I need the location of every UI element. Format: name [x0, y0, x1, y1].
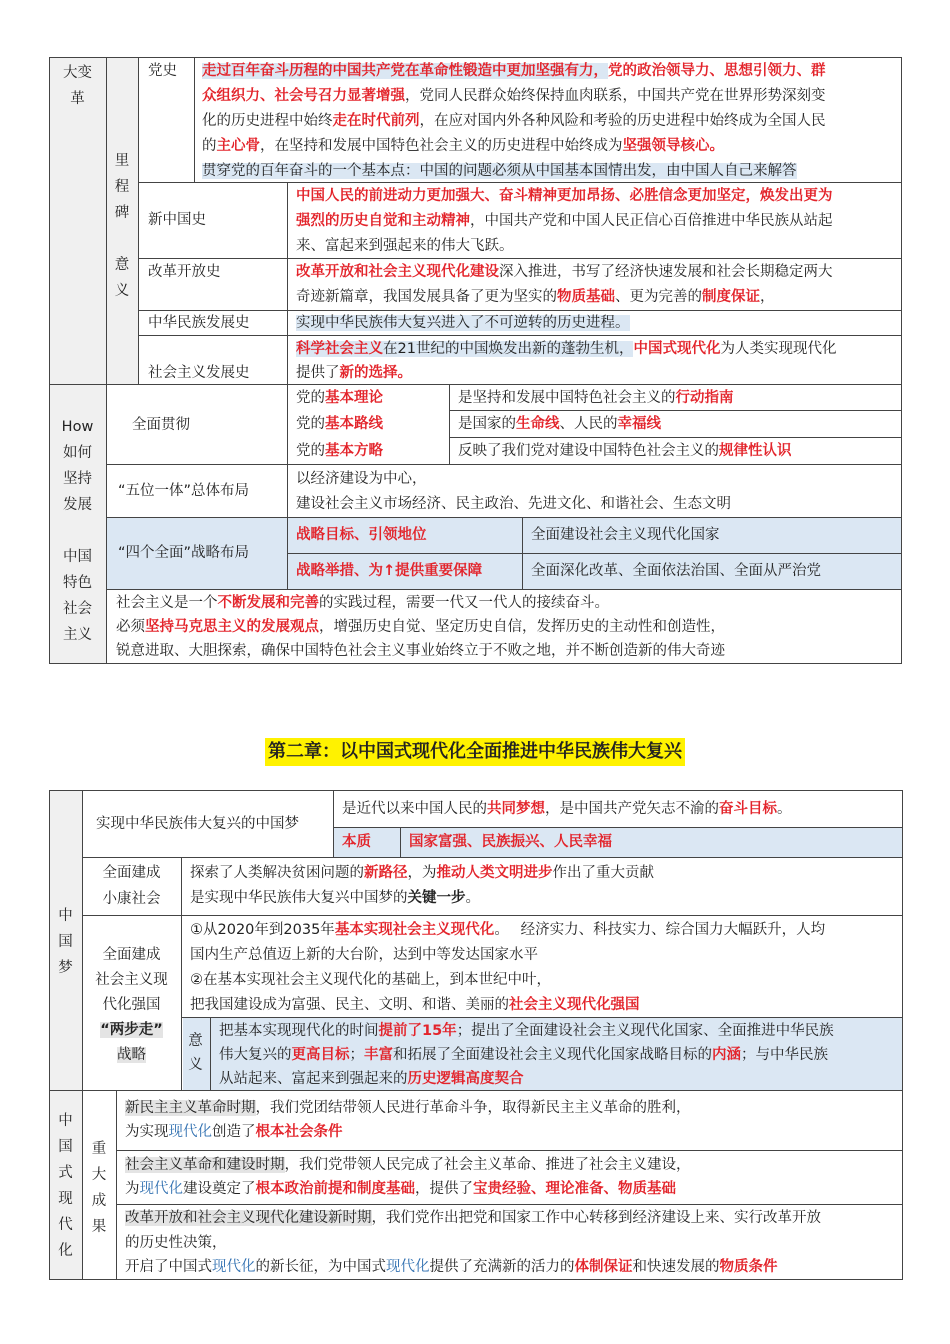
label-dream-3: 梦: [58, 960, 73, 976]
achievement-2-line-2: 为现代化建设奠定了根本政治前提和制度基础，提供了宝贵经验、理论准备、物质基础: [125, 1181, 676, 1197]
label-how-9: 主义: [63, 627, 92, 643]
achievement-2-line-1: 社会主义革命和建设时期，我们党带领人民完成了社会主义革命、推进了社会主义建设，: [125, 1157, 691, 1173]
two-step-label: “两步走”: [100, 1022, 163, 1038]
label-how-5: [49, 518, 106, 544]
label-milestone-5: 意: [114, 257, 130, 273]
strong-line-1: ①从2020年到2035年基本实现社会主义现代化。 经济实力、科技实力、综合国力大幅跃升，人均: [190, 922, 826, 938]
label-great-change-2: 革: [70, 91, 85, 107]
achievement-3-line-2: 的历史性决策，: [125, 1235, 227, 1251]
label-milestone-3: 碑: [114, 205, 130, 221]
party-history-line-5: 贯穿党的百年奋斗的一个基本点：中国的问题必须从中国基本国情出发，由中国人自己来解答: [202, 163, 797, 179]
four-measure-value: 全面深化改革、全面依法治国、全面从严治党: [531, 563, 821, 579]
label-how-2: 如何: [63, 445, 92, 461]
achievement-1-line-1: 新民主主义革命时期，我们党团结带领人民进行革命斗争，取得新民主主义革命的胜利，: [125, 1100, 691, 1116]
meaning-line-2: 伟大复兴的更高目标；丰富和拓展了全面建设社会主义现代化国家战略目标的内涵；与中华民族: [219, 1047, 828, 1063]
socialism-history-line-1: 科学社会主义在21世纪的中国焕发出新的蓬勃生机，中国式现代化为人类实现现代化: [296, 341, 837, 357]
label-milestone-1: 里: [114, 153, 130, 169]
strong-line-3: ②在基本实现社会主义现代化的基础上，到本世纪中叶，: [190, 972, 551, 988]
party-history-line-1: 走过百年奋斗历程的中国共产党在革命性锻造中更加坚强有力，党的政治领导力、思想引领力、群: [202, 63, 826, 79]
reform-history-line-1: 改革开放和社会主义现代化建设深入推进，书写了经济快速发展和社会长期稳定两大: [296, 264, 833, 280]
party-history-line-3: 化的历史进程中始终走在时代前列，在应对国内外各种风险和考验的历史进程中始终成为全国人民: [202, 113, 826, 129]
label-modern-6: 化: [58, 1243, 73, 1259]
xiaokang-label-2: 小康社会: [102, 891, 161, 907]
dream-essence: 国家富强、民族振兴、人民幸福: [409, 834, 612, 850]
label-how-6: 中国: [63, 549, 92, 565]
label-modern-3: 式: [58, 1165, 73, 1181]
party-history-line-2: 众组织力、社会号召力显著增强，党同人民群众始终保持血肉联系，中国共产党在世界形势深刻变: [202, 88, 826, 104]
strong-label-2: 社会主义现: [95, 972, 168, 988]
label-achieve-3: 成: [91, 1193, 107, 1209]
achievement-1-line-2: 为实现现代化创造了根本社会条件: [125, 1124, 343, 1140]
reform-history-line-2: 奇迹新篇章，我国发展具备了更为坚实的物质基础、更为完善的制度保证，: [296, 289, 775, 305]
meaning-line-3: 从站起来、富起来到强起来的历史逻辑高度契合: [219, 1071, 524, 1087]
dream-essence-label: 本质: [342, 834, 371, 850]
dream-line-1: 是近代以来中国人民的共同梦想，是中国共产党矢志不渝的奋斗目标。: [342, 801, 792, 817]
summary-line-2: 必须坚持马克思主义的发展观点，增强历史自觉、坚定历史自信，发挥历史的主动性和创造性，: [116, 619, 725, 635]
label-how-4: 发展: [63, 497, 92, 513]
four-goal-value: 全面建设社会主义现代化国家: [531, 527, 720, 543]
implement-line: 党的基本路线: [296, 416, 383, 432]
label-achieve-4: 果: [91, 1219, 107, 1235]
meaning-label-1: 意: [188, 1033, 203, 1049]
label-how: How: [61, 419, 94, 435]
prc-history-line-1: 中国人民的前进动力更加强大、奋斗精神更加昂扬、必胜信念更加坚定，焕发出更为: [296, 188, 833, 204]
label-modern-5: 代: [58, 1217, 73, 1233]
two-step-label-2: 战略: [117, 1047, 146, 1063]
label-milestone-6: 义: [114, 283, 130, 299]
prc-history-label: 新中国史: [148, 212, 206, 228]
four-goal-key: 战略目标、引领地位: [296, 527, 427, 543]
label-how-3: 坚持: [63, 471, 92, 487]
implement-line-desc: 是国家的生命线、人民的幸福线: [458, 416, 661, 432]
implement-theory-desc: 是坚持和发展中国特色社会主义的行动指南: [458, 390, 734, 406]
four-comprehensive-label: “四个全面”战略布局: [118, 545, 250, 561]
party-history-label: 党史: [148, 63, 177, 79]
label-how-7: 特色: [63, 575, 92, 591]
nation-history-text: 实现中华民族伟大复兴进入了不可逆转的历史进程。: [296, 315, 630, 331]
party-history-line-4: 的主心骨，在坚持和发展中国特色社会主义的历史进程中始终成为坚强领导核心。: [202, 138, 724, 154]
achievement-3-line-3: 开启了中国式现代化的新长征，为中国式现代化提供了充满新的活力的体制保证和快速发展的物质条件: [125, 1259, 778, 1275]
meaning-line-1: 把基本实现现代化的时间提前了15年；提出了全面建设社会主义现代化国家、全面推进中华民族: [219, 1023, 834, 1039]
summary-line-1: 社会主义是一个不断发展和完善的实践过程，需要一代又一代人的接续奋斗。: [116, 595, 609, 611]
achievement-3-line-1: 改革开放和社会主义现代化建设新时期，我们党作出把党和国家工作中心转移到经济建设上来、实行改革开放: [125, 1210, 821, 1226]
label-great-change: 大变: [63, 65, 92, 81]
prc-history-line-3: 来、富起来到强起来的伟大飞跃。: [296, 238, 514, 254]
strong-line-2: 国内生产总值迈上新的大台阶，达到中等发达国家水平: [190, 947, 538, 963]
socialism-history-label: 社会主义发展史: [148, 365, 250, 381]
prc-history-line-2: 强烈的历史自觉和主动精神，中国共产党和中国人民正信心百倍推进中华民族从站起: [296, 213, 833, 229]
implement-label: 全面贯彻: [132, 417, 190, 433]
label-modern-2: 国: [58, 1139, 73, 1155]
label-modern-4: 现: [58, 1191, 73, 1207]
label-modern-1: 中: [58, 1113, 73, 1129]
label-dream-1: 中: [58, 908, 73, 924]
five-in-one-label: “五位一体”总体布局: [118, 483, 250, 499]
five-in-one-line-1: 以经济建设为中心，: [296, 471, 427, 487]
xiaokang-label-1: 全面建成: [102, 865, 161, 881]
strong-line-4: 把我国建设成为富强、民主、文明、和谐、美丽的社会主义现代化强国: [190, 997, 640, 1013]
label-milestone-2: 程: [114, 179, 130, 195]
strong-label-3: 代化强国: [102, 997, 161, 1013]
implement-theory: 党的基本理论: [296, 390, 383, 406]
dream-label: 实现中华民族伟大复兴的中国梦: [96, 816, 299, 832]
chapter-title: 第二章：以中国式现代化全面推进中华民族伟大复兴: [265, 738, 685, 766]
label-achieve-1: 重: [91, 1141, 107, 1157]
socialism-history-line-2: 提供了新的选择。: [296, 365, 412, 381]
xiaokang-line-2: 是实现中华民族伟大复兴中国梦的关键一步。: [190, 890, 480, 906]
four-measure-key: 战略举措、为↑提供重要保障: [296, 563, 483, 579]
label-achieve-2: 大: [91, 1167, 107, 1183]
meaning-label-2: 义: [188, 1057, 203, 1073]
label-milestone-4: [106, 226, 138, 252]
implement-strategy-desc: 反映了我们党对建设中国特色社会主义的规律性认识: [458, 443, 792, 459]
implement-strategy: 党的基本方略: [296, 443, 383, 459]
reform-history-label: 改革开放史: [148, 264, 221, 280]
five-in-one-line-2: 建设社会主义市场经济、民主政治、先进文化、和谐社会、生态文明: [296, 496, 731, 512]
strong-label-1: 全面建成: [102, 947, 161, 963]
label-how-8: 社会: [63, 601, 92, 617]
summary-line-3: 锐意进取、大胆探索，确保中国特色社会主义事业始终立于不败之地，并不断创造新的伟大奇迹: [116, 643, 725, 659]
label-dream-2: 国: [58, 934, 73, 950]
nation-history-label: 中华民族发展史: [148, 315, 250, 331]
xiaokang-line-1: 探索了人类解决贫困问题的新路径，为推动人类文明进步作出了重大贡献: [190, 865, 654, 881]
